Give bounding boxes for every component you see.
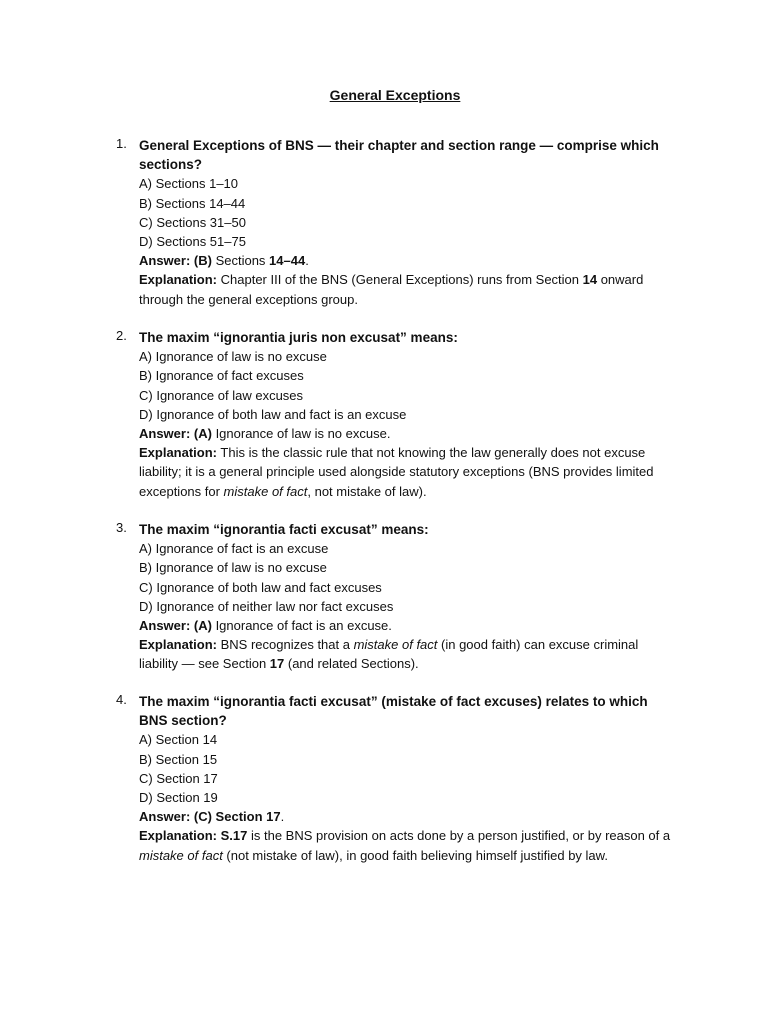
answer-label: Answer: (A) — [139, 426, 212, 442]
question-1 — [116, 136, 676, 309]
question-number: 4. — [116, 692, 127, 707]
question-text: The maxim “ignorantia facti excusat” means: — [139, 522, 429, 537]
option-a: A) Sections 1–10 — [139, 176, 239, 192]
explanation — [139, 635, 676, 673]
option-c: C) Ignorance of both law and fact excuses — [139, 579, 382, 595]
answer-line — [139, 807, 676, 826]
option-b: B) Ignorance of law is no excuse — [139, 560, 327, 576]
question-2 — [116, 328, 676, 501]
option-b: B) Sections 14–44 — [139, 195, 246, 211]
explanation — [139, 826, 676, 864]
explanation — [139, 270, 676, 308]
question-text: The maxim “ignorantia juris non excusat” means: — [139, 330, 458, 345]
answer-label: Answer: (C) Section 17 — [139, 809, 281, 825]
explanation-end: onward through the general exceptions group. — [139, 272, 644, 307]
explanation-italic: mistake of fact — [353, 637, 438, 653]
question-number: 2. — [116, 328, 127, 343]
option-a: A) Ignorance of law is no excuse — [139, 349, 327, 365]
explanation-label: Explanation: — [139, 445, 218, 461]
option-b: B) Ignorance of fact excuses — [139, 368, 304, 384]
answer-text: Sections — [211, 253, 270, 269]
question-number: 1. — [116, 136, 127, 151]
explanation-bold: S.17 — [217, 828, 248, 844]
question-text: The maxim “ignorantia facti excusat” (mistake of fact excuses) relates to which BNS section? — [139, 694, 648, 729]
answer-line — [139, 251, 676, 270]
explanation-middle: (in good faith) can excuse criminal liability — see Section — [139, 637, 639, 672]
explanation-text: This is the classic rule that not knowing the law generally does not excuse liability; it is a general principle used alongside statutory exceptions (BNS provides limited exceptions for — [139, 445, 654, 499]
explanation-end: (and related Sections). — [284, 656, 419, 672]
answer-label: Answer: (B) — [139, 253, 212, 269]
option-c: C) Sections 31–50 — [139, 214, 246, 230]
explanation-italic: mistake of fact — [139, 847, 223, 863]
page-title: General Exceptions — [329, 87, 461, 103]
answer-label: Answer: (A) — [139, 618, 212, 634]
explanation — [139, 443, 676, 501]
explanation-end: (not mistake of law), in good faith believing himself justified by law. — [222, 847, 608, 863]
option-c: C) Section 17 — [139, 770, 218, 786]
question-number: 3. — [116, 520, 127, 535]
explanation-italic: mistake of fact — [223, 483, 308, 499]
answer-bold: 14–44 — [269, 253, 306, 269]
explanation-bold: 17 — [269, 656, 285, 672]
explanation-bold: 14 — [582, 272, 598, 288]
option-c: C) Ignorance of law excuses — [139, 387, 304, 403]
explanation-text: BNS recognizes that a — [217, 637, 354, 653]
option-d: D) Sections 51–75 — [139, 234, 246, 250]
option-d: D) Ignorance of both law and fact is an excuse — [139, 406, 407, 422]
explanation-end: , not mistake of law). — [307, 483, 427, 499]
explanation-label: Explanation: — [139, 828, 218, 844]
option-a: A) Ignorance of fact is an excuse — [139, 541, 329, 557]
explanation-label: Explanation: — [139, 272, 218, 288]
answer-line — [139, 424, 676, 443]
option-d: D) Ignorance of neither law nor fact excuses — [139, 598, 394, 614]
question-4 — [116, 692, 676, 865]
explanation-label: Explanation: — [139, 637, 218, 653]
question-text: General Exceptions of BNS — their chapter and section range — comprise which sections? — [139, 138, 659, 173]
option-d: D) Section 19 — [139, 790, 218, 806]
question-3 — [116, 520, 676, 674]
explanation-text: is the BNS provision on acts done by a person justified, or by reason of a — [247, 828, 671, 844]
answer-end: . — [305, 253, 309, 269]
answer-text: Ignorance of fact is an excuse. — [211, 618, 392, 634]
option-a: A) Section 14 — [139, 732, 218, 748]
answer-end: . — [280, 809, 285, 825]
explanation-text: Chapter III of the BNS (General Exceptions) runs from Section — [217, 272, 583, 288]
answer-text: Ignorance of law is no excuse. — [211, 426, 391, 442]
option-b: B) Section 15 — [139, 751, 218, 767]
answer-line — [139, 616, 676, 635]
